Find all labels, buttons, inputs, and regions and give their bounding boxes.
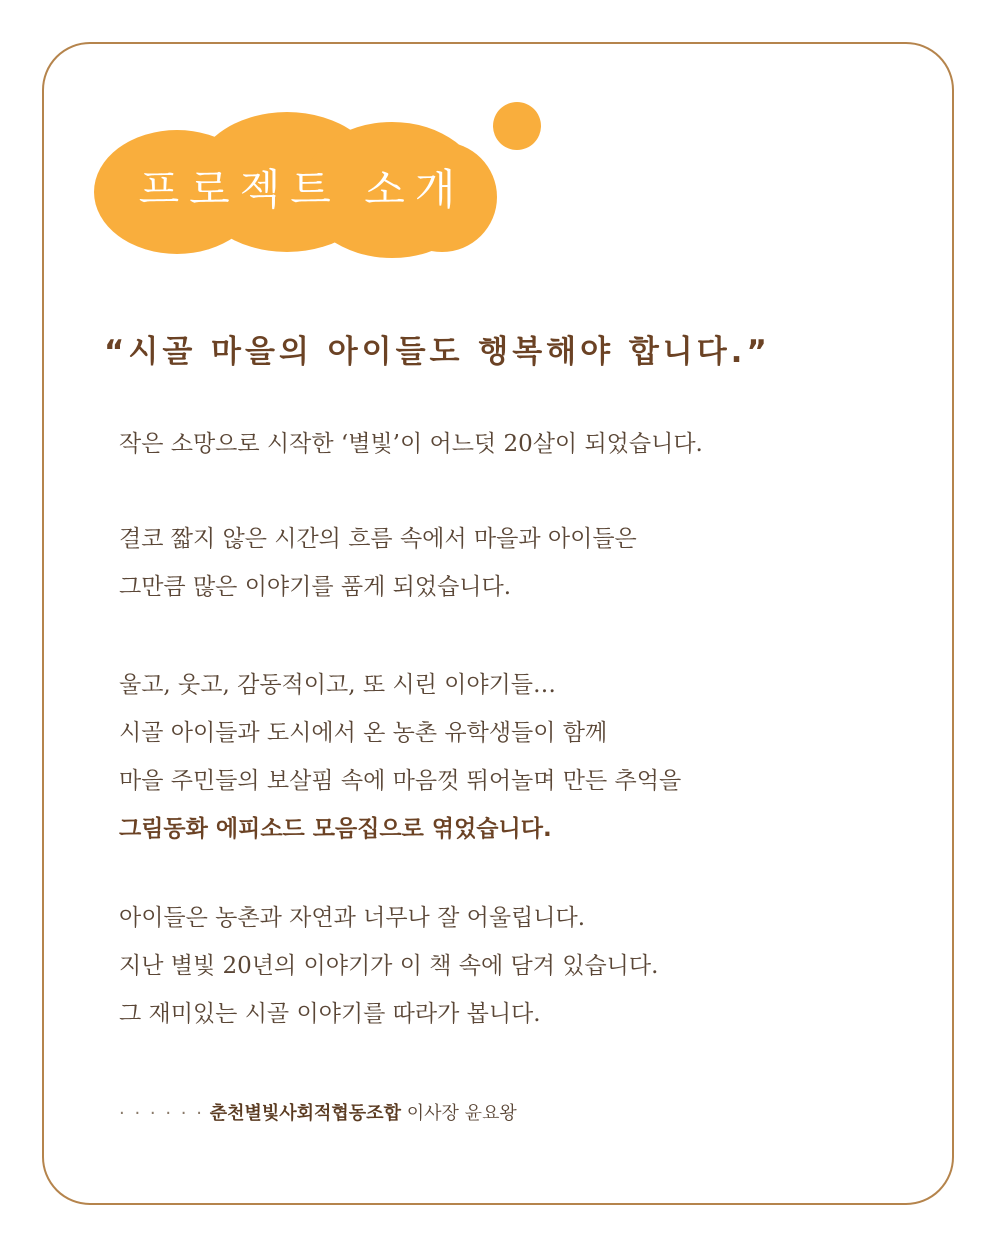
signature-dots: · · · · · · — [119, 1103, 204, 1124]
signature-line — [119, 1100, 517, 1128]
paragraph-3-line-1: 울고, 웃고, 감동적이고, 또 시린 이야기들… — [119, 672, 556, 698]
paragraph-2-line-2: 그만큼 많은 이야기를 품게 되었습니다. — [119, 574, 512, 600]
paragraph-4-line-1: 아이들은 농촌과 자연과 너무나 잘 어울립니다. — [119, 905, 586, 931]
paragraph-4-line-2: 지난 별빛 20년의 이야기가 이 책 속에 담겨 있습니다. — [119, 953, 659, 979]
section-title: 프로젝트 소개 — [138, 165, 466, 214]
paragraph-3-line-2: 시골 아이들과 도시에서 온 농촌 유학생들이 함께 — [119, 720, 608, 746]
paragraph-3-line-4-highlight: 그림동화 에피소드 모음집으로 엮었습니다. — [119, 816, 552, 842]
signature-role-name: 이사장 윤요왕 — [406, 1103, 517, 1124]
paragraph-2-line-1: 결코 짧지 않은 시간의 흐름 속에서 마을과 아이들은 — [119, 526, 637, 552]
signature-organization: 춘천별빛사회적협동조합 — [209, 1103, 401, 1124]
paragraph-4-line-3: 그 재미있는 시골 이야기를 따라가 봅니다. — [119, 1001, 541, 1027]
paragraph-3-line-3: 마을 주민들의 보살핌 속에 마음껏 뛰어놀며 만든 추억을 — [119, 768, 682, 794]
paragraph-1-line-1: 작은 소망으로 시작한 ‘별빛’이 어느덧 20살이 되었습니다. — [119, 431, 703, 457]
headline-quote: “시골 마을의 아이들도 행복해야 합니다.” — [104, 334, 771, 370]
